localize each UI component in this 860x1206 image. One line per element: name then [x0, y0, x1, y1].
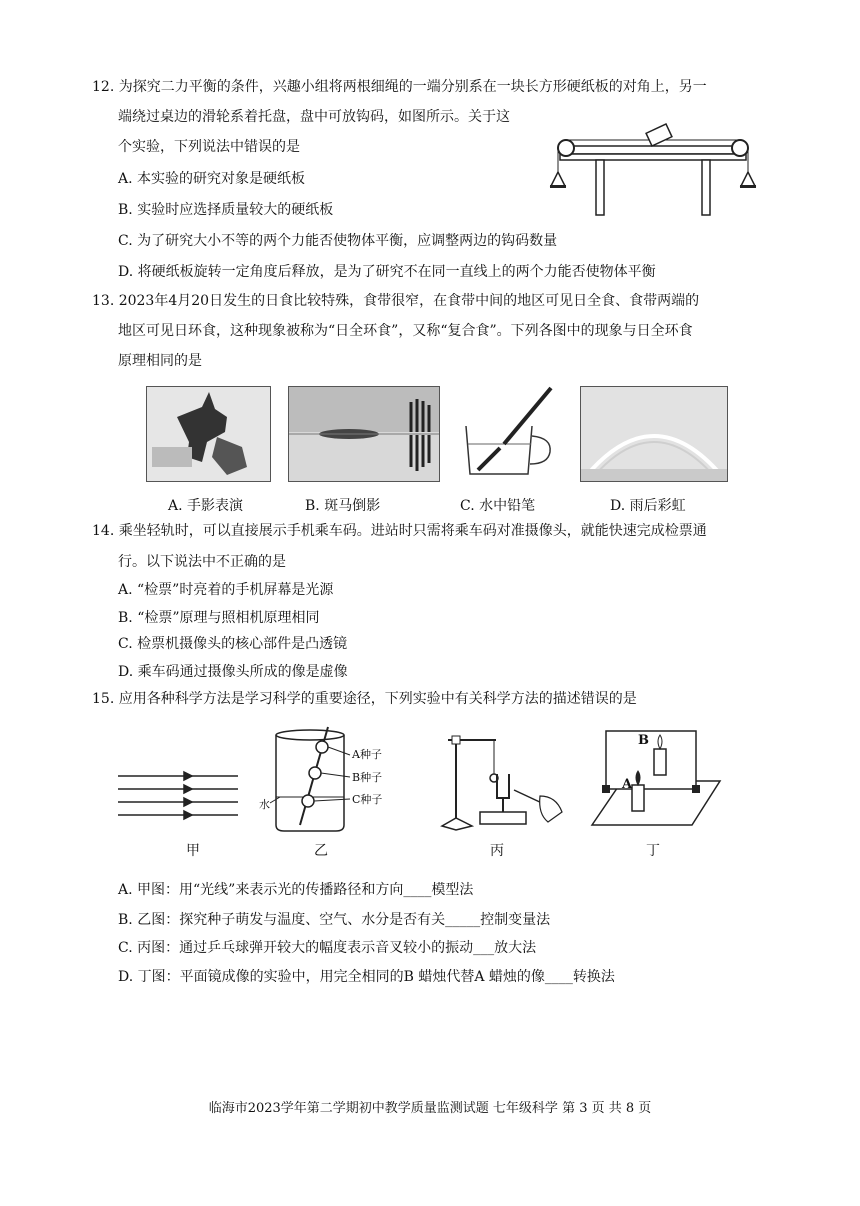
- q14-stem-line1: 14. 乘坐轻轨时，可以直接展示手机乘车码。进站时只需将乘车码对准摄像头，就能快速完成检票通: [92, 523, 707, 539]
- q12-table-pulley-figure: [548, 122, 758, 217]
- rainbow-photo: [580, 386, 728, 482]
- q12-stem-line1: 12. 为探究二力平衡的条件，兴趣小组将两根细绳的一端分别系在一块长方形硬纸板的对角上，另一: [92, 79, 707, 95]
- q13-caption-d: D. 雨后彩虹: [610, 498, 686, 514]
- fig-label-yi: 乙: [314, 843, 328, 859]
- q15-option-c: C. 丙图：通过乒乓球弹开较大的幅度表示音叉较小的振动___放大法: [118, 940, 537, 956]
- water-label: 水: [259, 798, 270, 811]
- fig-label-jia: 甲: [186, 843, 200, 859]
- q13-caption-c: C. 水中铅笔: [460, 498, 536, 514]
- q15-option-d: D. 丁图：平面镜成像的实验中，用完全相同的B 蜡烛代替A 蜡烛的像____转换法: [118, 969, 615, 985]
- q12-option-b: B. 实验时应选择质量较大的硬纸板: [118, 202, 334, 218]
- q12-option-a: A. 本实验的研究对象是硬纸板: [118, 171, 306, 187]
- seed-label-c: C种子: [352, 793, 383, 806]
- q14-option-d: D. 乘车码通过摄像头所成的像是虚像: [118, 664, 348, 680]
- seed-label-b: B种子: [352, 771, 383, 784]
- q13-caption-b: B. 斑马倒影: [305, 498, 381, 514]
- q12-option-c: C. 为了研究大小不等的两个力能否使物体平衡，应调整两边的钩码数量: [118, 233, 558, 249]
- q13-stem-line1: 13. 2023年4月20日发生的日食比较特殊，食带很窄，在食带中间的地区可见日全食、食带两端的: [92, 293, 700, 309]
- q14-option-b: B. “检票”原理与照相机原理相同: [118, 610, 320, 626]
- q14-option-c: C. 检票机摄像头的核心部件是凸透镜: [118, 636, 348, 652]
- q13-stem-line3: 原理相同的是: [118, 353, 202, 369]
- q13-caption-a: A. 手影表演: [168, 498, 244, 514]
- plane-mirror-figure: [588, 725, 724, 835]
- zebra-reflection-photo: [288, 386, 440, 482]
- q15-option-b: B. 乙图：探究种子萌发与温度、空气、水分是否有关_____控制变量法: [118, 912, 551, 928]
- candle-label-b: B: [638, 733, 649, 748]
- q12-option-d: D. 将硬纸板旋转一定角度后释放，是为了研究不在同一直线上的两个力能否使物体平衡: [118, 264, 656, 280]
- q12-stem-line2: 端绕过桌边的滑轮系着托盘，盘中可放钩码，如图所示。关于这: [118, 109, 510, 125]
- light-rays-figure: [118, 770, 240, 830]
- q15-option-a: A. 甲图：用“光线”来表示光的传播路径和方向____模型法: [118, 882, 474, 898]
- seed-label-a: A种子: [352, 748, 382, 761]
- q14-stem-line2: 行。以下说法中不正确的是: [118, 554, 286, 570]
- candle-label-a: A: [622, 777, 633, 792]
- q15-stem: 15. 应用各种科学方法是学习科学的重要途径，下列实验中有关科学方法的描述错误的是: [92, 691, 637, 707]
- pencil-in-water-figure: [456, 386, 561, 480]
- hand-shadow-photo: [146, 386, 271, 482]
- page-footer: 临海市2023学年第二学期初中教学质量监测试题 七年级科学 第 3 页 共 8 页: [208, 1101, 652, 1116]
- fig-label-bing: 丙: [490, 843, 504, 859]
- fig-label-ding: 丁: [646, 843, 660, 859]
- q13-stem-line2: 地区可见日环食，这种现象被称为“日全环食”，又称“复合食”。下列各图中的现象与日全环食: [118, 323, 693, 339]
- q12-stem-line3: 个实验，下列说法中错误的是: [118, 139, 300, 155]
- q14-option-a: A. “检票”时亮着的手机屏幕是光源: [118, 582, 334, 598]
- tuning-fork-figure: [436, 730, 571, 835]
